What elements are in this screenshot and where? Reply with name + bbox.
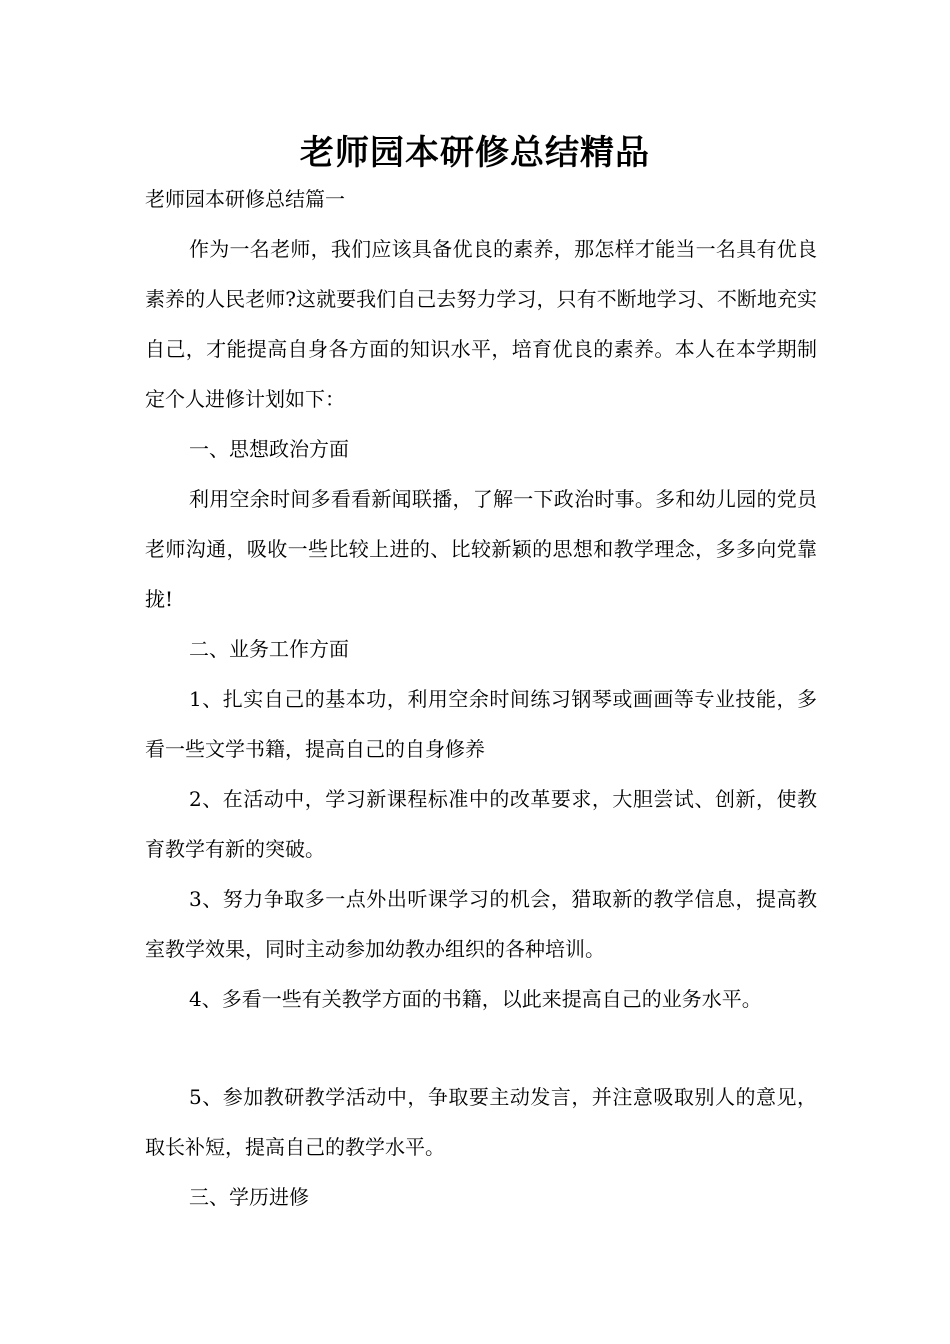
paragraph-text: 3、努力争取多一点外出听课学习的机会，猎取新的教学信息，提高教室教学效果，同时主动参加幼教办组织的各种培训。 — [145, 887, 817, 961]
paragraph-text: 利用空余时间多看看新闻联播，了解一下政治时事。多和幼儿园的党员老师沟通，吸收一些比较上进的、比较新颖的思想和教学理念，多多向党靠拢! — [145, 487, 817, 611]
body-item-1 — [145, 674, 817, 774]
paragraph-text: 1、扎实自己的基本功，利用空余时间练习钢琴或画画等专业技能，多看一些文学书籍，提高自己的自身修养 — [145, 687, 817, 761]
page-title: 老师园本研修总结精品 — [300, 133, 650, 173]
paragraph-text: 二、业务工作方面 — [189, 637, 349, 661]
body-heading-education — [145, 1172, 817, 1222]
section-heading: 老师园本研修总结篇一 — [145, 187, 345, 211]
paragraph-text: 5、参加教研教学活动中，争取要主动发言，并注意吸取别人的意见，取长补短，提高自己的教学水平。 — [145, 1085, 817, 1159]
paragraph-text: 4、多看一些有关教学方面的书籍，以此来提高自己的业务水平。 — [189, 987, 762, 1011]
body-item-5 — [145, 1072, 817, 1172]
paragraph-text: 作为一名老师，我们应该具备优良的素养，那怎样才能当一名具有优良素养的人民老师?这就要我们自己去努力学习，只有不断地学习、不断地充实自己，才能提高自身各方面的知识水平，培育优良的素养。本人在本学期制定个人进修计划如下： — [145, 237, 817, 411]
paragraph-text: 三、学历进修 — [189, 1185, 309, 1209]
body-heading-work — [145, 624, 817, 674]
body-item-2 — [145, 774, 817, 874]
body-item-4 — [145, 974, 817, 1024]
body-paragraph-intro — [145, 224, 817, 424]
body-paragraph-politics — [145, 474, 817, 624]
body-item-3 — [145, 874, 817, 974]
paragraph-text: 一、思想政治方面 — [189, 437, 349, 461]
paragraph-text: 2、在活动中，学习新课程标准中的改革要求，大胆尝试、创新，使教育教学有新的突破。 — [145, 787, 817, 861]
body-heading-politics — [145, 424, 817, 474]
